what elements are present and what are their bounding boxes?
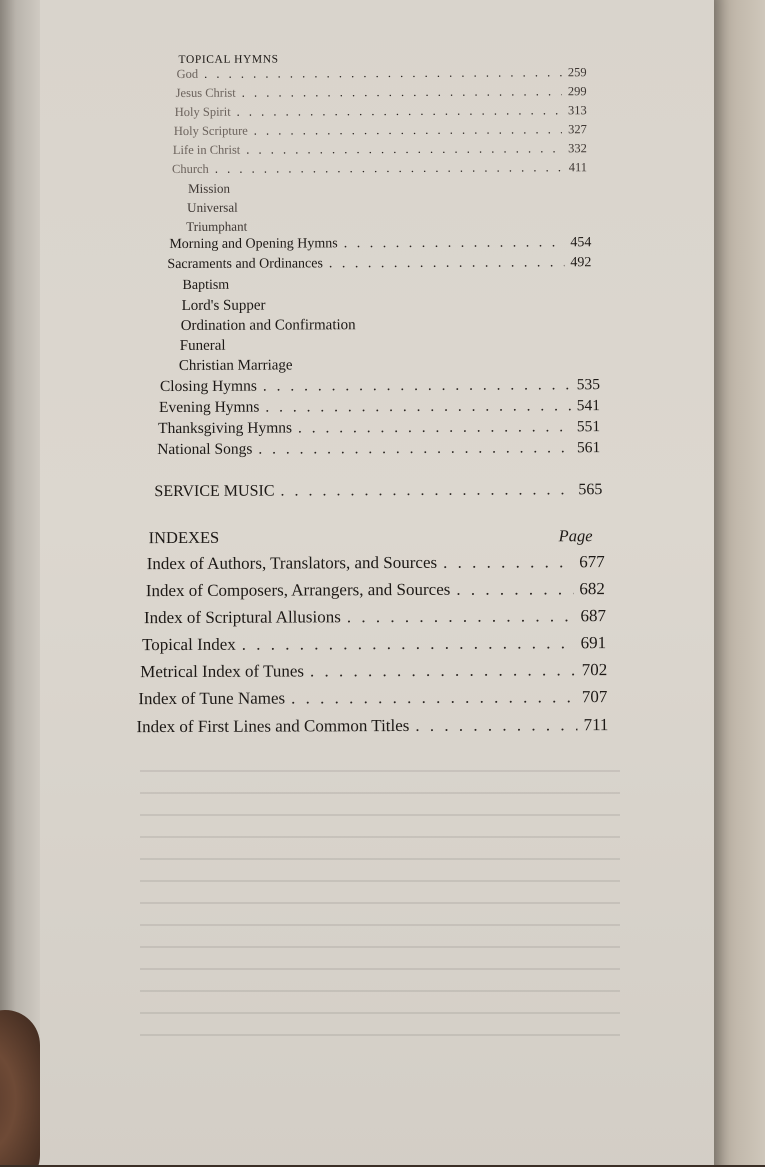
toc-entry-page: 551: [576, 418, 601, 436]
toc-entry[interactable]: [177, 65, 587, 82]
toc-entry-label: Life in Christ: [172, 142, 241, 157]
toc-entry-page: 332: [568, 141, 587, 156]
leader-dots: [310, 660, 576, 681]
service-music-entry[interactable]: [154, 481, 602, 501]
toc-entry-label: Church: [171, 161, 209, 176]
toc-subentry[interactable]: Funeral: [179, 337, 226, 354]
index-entry[interactable]: [138, 687, 607, 709]
index-entry-page: 677: [579, 552, 605, 572]
toc-entry-label: Thanksgiving Hymns: [158, 419, 293, 438]
toc-entry[interactable]: [160, 376, 600, 396]
index-entry[interactable]: [147, 552, 605, 574]
toc-entry-page: 454: [570, 235, 592, 251]
toc-entry-page: 327: [568, 122, 587, 137]
toc-subentry[interactable]: Lord's Supper: [181, 297, 266, 314]
leader-dots: [415, 715, 577, 736]
toc-entry-page: 565: [578, 481, 603, 499]
toc-entry[interactable]: [158, 418, 600, 438]
index-entry-label: Index of Scriptural Allusions: [143, 607, 341, 628]
leader-dots: [237, 103, 562, 119]
toc-subentry[interactable]: Baptism: [182, 277, 230, 293]
leader-dots: [329, 255, 565, 272]
toc-entry-label: Morning and Opening Hymns: [169, 236, 338, 253]
toc-entry-page: 411: [568, 160, 588, 175]
toc-entry-label: National Songs: [157, 440, 253, 459]
index-entry-page: 691: [580, 633, 607, 653]
leader-dots: [344, 235, 565, 252]
index-entry-label: Metrical Index of Tunes: [140, 661, 305, 682]
leader-dots: [242, 84, 562, 100]
toc-entry-label: Evening Hymns: [158, 398, 260, 417]
toc-entry-page: 313: [567, 103, 587, 118]
leader-dots: [280, 481, 572, 500]
toc-entry-page: 259: [567, 65, 587, 80]
leader-dots: [246, 141, 562, 157]
toc-entry-page: 541: [576, 397, 601, 415]
leader-dots: [265, 397, 571, 416]
toc-subentry[interactable]: Christian Marriage: [178, 357, 293, 374]
toc-entry[interactable]: [175, 103, 587, 120]
toc-entry-label: Holy Spirit: [174, 104, 231, 119]
toc-entry-page: 492: [570, 255, 592, 271]
toc-entry[interactable]: [173, 141, 587, 158]
index-entry-page: 702: [581, 660, 608, 680]
toc-entry[interactable]: [167, 255, 591, 273]
leader-dots: [347, 606, 575, 627]
toc-entry[interactable]: [169, 235, 591, 253]
indexes-heading: INDEXES: [148, 527, 220, 548]
toc-subentry[interactable]: Universal: [187, 199, 238, 215]
index-entry-page: 687: [580, 606, 606, 626]
index-entry-label: Topical Index: [142, 634, 236, 655]
index-entry[interactable]: [142, 633, 606, 655]
toc-entry[interactable]: [157, 439, 600, 459]
toc-subentry[interactable]: Mission: [188, 180, 231, 196]
leader-dots: [443, 552, 573, 573]
toc-entry[interactable]: [176, 84, 587, 101]
leader-dots: [254, 122, 562, 138]
toc-entry[interactable]: [174, 122, 587, 139]
toc-entry-label: Holy Scripture: [173, 123, 248, 138]
index-entry-page: 707: [581, 687, 608, 707]
toc-entry-page: 561: [576, 439, 601, 457]
index-entry[interactable]: [136, 715, 608, 737]
index-entry-label: Index of Authors, Translators, and Sources: [146, 552, 438, 574]
index-entry-page: 682: [579, 579, 605, 599]
toc-entry-page: 299: [567, 84, 587, 99]
toc-entry[interactable]: [159, 397, 600, 417]
index-entry-label: Index of Tune Names: [138, 688, 286, 709]
toc-entry-label: Closing Hymns: [159, 377, 257, 396]
index-entry-label: Index of Composers, Arrangers, and Sources: [145, 579, 451, 601]
index-entry-page: 711: [583, 715, 609, 735]
page-column-label: Page: [558, 526, 593, 546]
toc-entry-label: God: [176, 66, 199, 81]
leader-dots: [298, 418, 571, 437]
leader-dots: [204, 65, 562, 82]
toc-entry-label: Jesus Christ: [175, 85, 236, 100]
leader-dots: [215, 160, 563, 177]
leader-dots: [291, 687, 576, 708]
toc-entry-page: 535: [576, 376, 600, 394]
index-entry-label: Index of First Lines and Common Titles: [136, 715, 410, 737]
toc-entry-label: SERVICE MUSIC: [154, 482, 275, 501]
toc-entry-label: Sacraments and Ordinances: [167, 256, 323, 273]
leader-dots: [242, 633, 575, 654]
index-entry[interactable]: [146, 579, 605, 601]
leader-dots: [263, 376, 571, 395]
toc-subentry[interactable]: Ordination and Confirmation: [180, 317, 356, 334]
leader-dots: [456, 579, 573, 600]
index-entry[interactable]: [140, 660, 607, 682]
index-entry[interactable]: [144, 606, 606, 628]
toc-entry[interactable]: [172, 160, 587, 177]
topical-hymns-heading: TOPICAL HYMNS: [178, 53, 279, 66]
toc-subentry[interactable]: Triumphant: [186, 218, 248, 234]
leader-dots: [258, 439, 571, 458]
